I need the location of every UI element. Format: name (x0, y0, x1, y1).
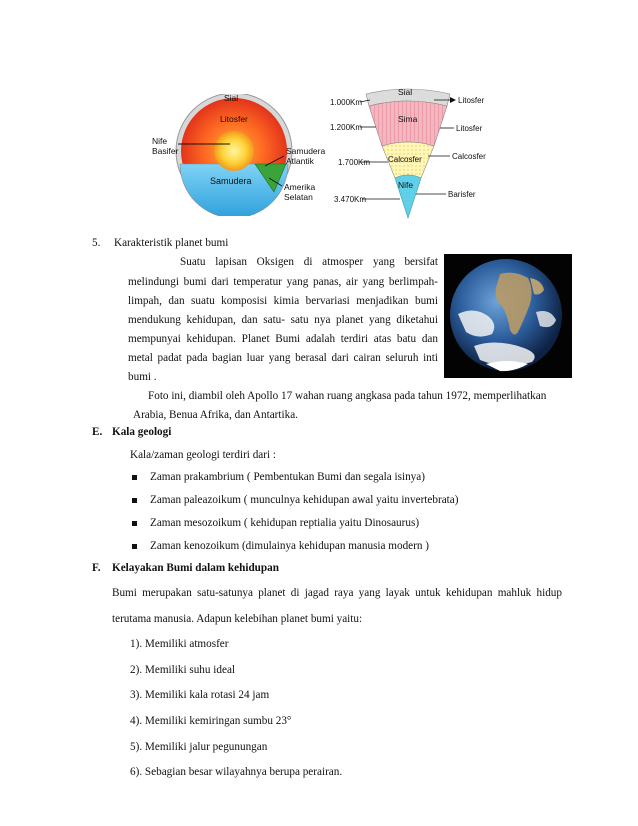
bullet-marker (132, 521, 137, 526)
section-f-paragraph-line: Bumi merupakan satu-satunya planet di jagad raya yang layak untuk kehidupan mahluk hidup (112, 587, 562, 599)
section-e-title: Kala geologi (112, 426, 172, 438)
depth-1200: 1.200Km (330, 123, 363, 132)
bullet-text: Zaman paleazoikum ( munculnya kehidupan awal yaitu invertebrata) (150, 494, 459, 506)
depth-3470: 3.470Km (334, 195, 367, 204)
photo-caption-line: Arabia, Benua Afrika, dan Antartika. (133, 409, 298, 421)
earth-cross-section-figure (150, 94, 330, 216)
list-item: 6). Sebagian besar wilayahnya berupa perairan. (130, 766, 343, 778)
right-label-barisfer: Barisfer (448, 190, 476, 199)
paragraph-line: mempunyai kehidupan. Planet Bumi adalah terdiri atas batu dan (128, 333, 438, 345)
paragraph-line-first: Suatu lapisan Oksigen di atmosper yang bersifat (180, 256, 438, 268)
layer-label-sima: Sima (398, 114, 418, 124)
paragraph-line: limpah, dan suatu komposisi kimia bervariasi menjadikan bumi (128, 295, 438, 307)
bullet-marker (132, 544, 137, 549)
bullet-text: Zaman mesozoikum ( kehidupan reptialia yaitu Dinosaurus) (150, 517, 420, 529)
earth-layers-wedge-figure (330, 84, 490, 222)
paragraph-line-last: bumi . (128, 371, 157, 383)
paragraph-line: metal padat pada bagian luar yang berasal dari cairan seluruh inti (128, 352, 438, 364)
item-title: Karakteristik planet bumi (114, 237, 229, 249)
section-f-letter: F. (92, 562, 101, 574)
item-number: 5. (92, 237, 101, 249)
earth-core-circle (214, 131, 254, 171)
layer-label-nife: Nife (398, 180, 414, 190)
photo-caption-line: Foto ini, diambil oleh Apollo 17 wahan ruang angkasa pada tahun 1972, memperlihatkan (148, 390, 547, 402)
list-item: 2). Memiliki suhu ideal (130, 664, 236, 676)
list-item: 5). Memiliki jalur pegunungan (130, 741, 268, 753)
label-nife: Nife (152, 136, 168, 146)
right-label-litosfer-1: Litosfer (458, 96, 485, 105)
label-litosfer: Litosfer (220, 114, 248, 124)
section-f-title: Kelayakan Bumi dalam kehidupan (112, 562, 279, 574)
right-label-litosfer-2: Litosfer (456, 124, 483, 133)
section-e-intro: Kala/zaman geologi terdiri dari : (130, 449, 277, 461)
label-sial: Sial (224, 94, 239, 103)
label-samudera-atlantik-1: Samudera (286, 146, 326, 156)
label-basifer: Basifer (152, 146, 179, 156)
label-samudera-atlantik-2: Atlantik (286, 156, 314, 166)
list-item: 4). Memiliki kemiringan sumbu 23° (130, 715, 292, 727)
earth-photo (444, 254, 572, 378)
bullet-text: Zaman kenozoikum (dimulainya kehidupan manusia modern ) (150, 540, 429, 552)
bullet-marker (132, 475, 137, 480)
section-f-paragraph-line: terutama manusia. Adapun kelebihan planet bumi yaitu: (112, 613, 363, 625)
right-label-calcosfer: Calcosfer (452, 152, 486, 161)
depth-1700: 1.700Km (338, 158, 371, 167)
label-amerika-1: Amerika (284, 182, 316, 192)
layer-label-calcosfer: Calcosfer (388, 155, 422, 164)
paragraph-line: melindungi bumi dari temperatur yang panas, air yang berlimpah- (128, 276, 438, 288)
bullet-marker (132, 498, 137, 503)
section-e-letter: E. (92, 426, 103, 438)
label-samudera: Samudera (210, 176, 252, 186)
list-item: 3). Memiliki kala rotasi 24 jam (130, 689, 270, 701)
paragraph-line: mendukung kehidupan, dan satu- satu nya planet yang diketahui (128, 314, 438, 326)
list-item: 1). Memiliki atmosfer (130, 638, 229, 650)
layer-label-sial: Sial (398, 87, 413, 97)
label-amerika-2: Selatan (284, 192, 313, 202)
bullet-text: Zaman prakambrium ( Pembentukan Bumi dan segala isinya) (150, 471, 425, 483)
arrow-head (450, 97, 456, 103)
depth-1000: 1.000Km (330, 98, 363, 107)
